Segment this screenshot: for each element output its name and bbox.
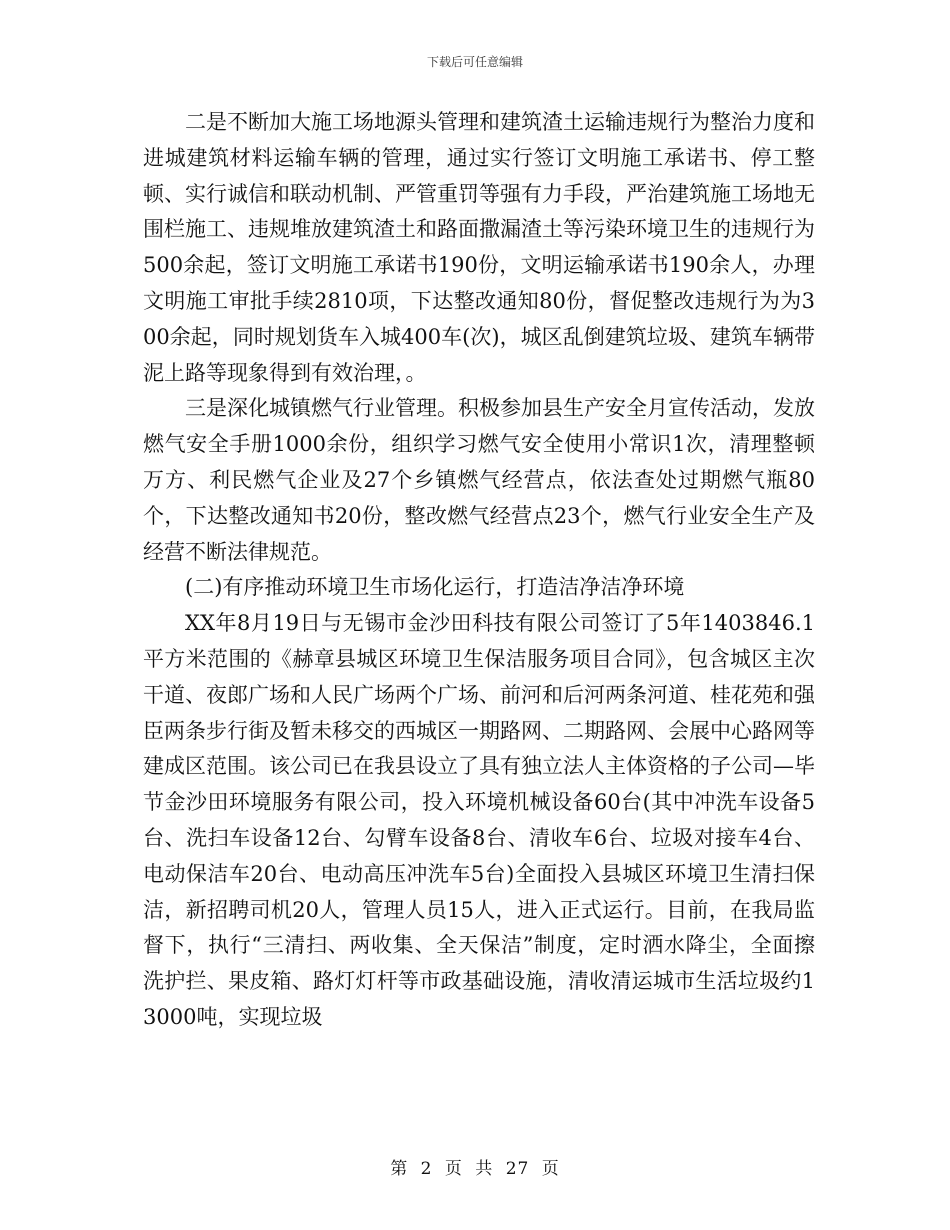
paragraph-construction-waste: 二是不断加大施工场地源头管理和建筑渣土运输违规行为整治力度和进城建筑材料运输车辆的管理，通过实行签订文明施工承诺书、停工整顿、实行诚信和联动机制、严管重罚等强有力手段，严治建筑施工场地无围栏施工、违规堆放建筑渣土和路面撒漏渣土等污染环境卫生的违规行为500余起，签订文明施工承诺书190份，文明运输承诺书190余人，办理文明施工审批手续2810项，下达整改通知80份，督促整改违规行为为300余起，同时规划货车入城400车(次)，城区乱倒建筑垃圾、建筑车辆带泥上路等现象得到有效治理，。 <box>143 110 815 385</box>
page-header-note: 下载后可任意编辑 <box>426 55 523 69</box>
document-body <box>143 105 815 1036</box>
paragraph-gas-management: 三是深化城镇燃气行业管理。积极参加县生产安全月宣传活动，发放燃气安全手册1000余份，组织学习燃气安全使用小常识1次，清理整顿万方、利民燃气企业及27个乡镇燃气经营点，依法查处过期燃气瓶80个，下达整改通知书20份，整改燃气经营点23个，燃气行业安全生产及经营不断法律规范。 <box>143 396 815 564</box>
paragraph-sanitation-contract: XX年8月19日与无锡市金沙田科技有限公司签订了5年1403846.1平方米范围的《赫章县城区环境卫生保洁服务项目合同》，包含城区主次干道、夜郎广场和人民广场两个广场、前河和后河两条河道、桂花苑和强臣两条步行街及暂未移交的西城区一期路网、二期路网、会展中心路网等建成区范围。该公司已在我县设立了具有独立法人主体资格的子公司—毕节金沙田环境服务有限公司，投入环境机械设备60台(其中冲洗车设备5台、洗扫车设备12台、勾臂车设备8台、清收车6台、垃圾对接车4台、电动保洁车20台、电动高压冲洗车5台)全面投入县城区环境卫生清扫保洁，新招聘司机20人，管理人员15人，进入正式运行。目前，在我局监督下，执行“三清扫、两收集、全天保洁”制度，定时洒水降尘，全面擦洗护拦、果皮箱、路灯灯杆等市政基础设施，清收清运城市生活垃圾约13000吨，实现垃圾 <box>143 611 815 1029</box>
page-number-footer: 第 2 页 共 27 页 <box>390 1159 560 1179</box>
section-heading-sanitation: (二)有序推动环境卫生市场化运行，打造洁净洁净环境 <box>185 575 685 600</box>
